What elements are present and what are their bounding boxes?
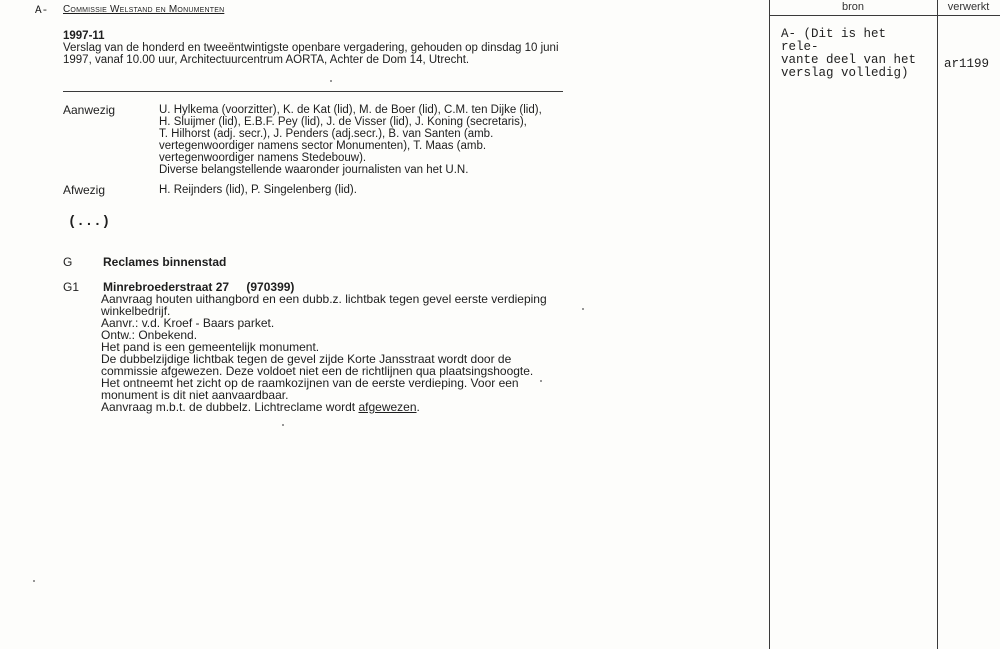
scan-speck [330,80,332,82]
verwerkt-value: ar1199 [944,57,990,71]
column-header-verwerkt: verwerkt [947,1,990,13]
item-line: commissie afgewezen. Deze voldoet niet een de richtlijnen qua plaatsingshoogte. [101,364,534,378]
item-line: Het ontneemt het zicht op de raamkozijnen van de eerste verdieping. Voor een [101,376,519,390]
meeting-summary-line-2: 1997, vanaf 10.00 uur, Architectuurcentrum AORTA, Achter de Dom 14, Utrecht. [63,54,470,66]
omission-ellipsis: (...) [68,214,111,230]
present-label: Aanwezig [63,103,116,117]
present-line: U. Hylkema (voorzitter), K. de Kat (lid), M. de Boer (lid), C.M. ten Dijke (lid), [159,104,542,116]
item-line: Aanvr.: v.d. Kroef - Baars parket. [101,316,275,330]
item-number: (970399) [246,280,295,294]
section-code: G [63,255,73,269]
item-body [101,293,571,413]
scan-speck [540,380,542,382]
item-line: Het pand is een gemeentelijk monument. [101,340,320,354]
document-header-title: Commissie Welstand en Monumenten [63,4,225,15]
scan-speck [582,308,584,310]
column-header-bron: bron [841,1,865,13]
present-line: T. Hilhorst (adj. secr.), J. Penders (adj.secr.), B. van Santen (amb. [159,128,494,140]
item-decision [101,401,571,413]
header-mark: A- [35,5,49,17]
present-line: vertegenwoordiger namens sector Monumenten), T. Maas (amb. [159,140,487,152]
column-divider-middle [937,0,938,649]
absent-label: Afwezig [63,183,106,197]
decision-rejected: afgewezen [358,400,417,414]
item-line: De dubbelzijdige lichtbak tegen de gevel zijde Korte Jansstraat wordt door de [101,352,512,366]
meeting-summary-line-1: Verslag van de honderd en tweeëntwintigste openbare vergadering, gehouden op dinsdag 10 juni [63,42,559,54]
item-line: Ontw.: Onbekend. [101,328,198,342]
item-address: Minrebroederstraat 27 [103,280,230,294]
present-line: vertegenwoordiger namens Stedebouw). [159,152,367,164]
scan-speck [282,424,284,426]
item-code: G1 [63,280,80,294]
column-header-rule [769,15,1000,16]
scan-speck [33,580,35,582]
present-list [159,104,559,176]
decision-period: . [416,400,420,414]
item-line: winkelbedrijf. [101,304,171,318]
absent-list: H. Reijnders (lid), P. Singelenberg (lid). [159,184,357,196]
section-title: Reclames binnenstad [103,255,227,269]
section-divider [63,91,563,92]
column-divider-left [769,0,770,649]
bron-note: A- (Dit is het rele- vante deel van het verslag volledig) [781,27,917,80]
item-line: Aanvraag houten uithangbord en een dubb.z. lichtbak tegen gevel eerste verdieping [101,292,547,306]
meeting-code: 1997-11 [63,30,105,42]
item-line: monument is dit niet aanvaardbaar. [101,388,289,402]
decision-text: Aanvraag m.b.t. de dubbelz. Lichtreclame wordt [101,400,356,414]
present-line: H. Sluijmer (lid), E.B.F. Pey (lid), J. de Visser (lid), J. Koning (secretaris), [159,116,527,128]
present-line: Diverse belangstellende waaronder journalisten van het U.N. [159,164,469,176]
